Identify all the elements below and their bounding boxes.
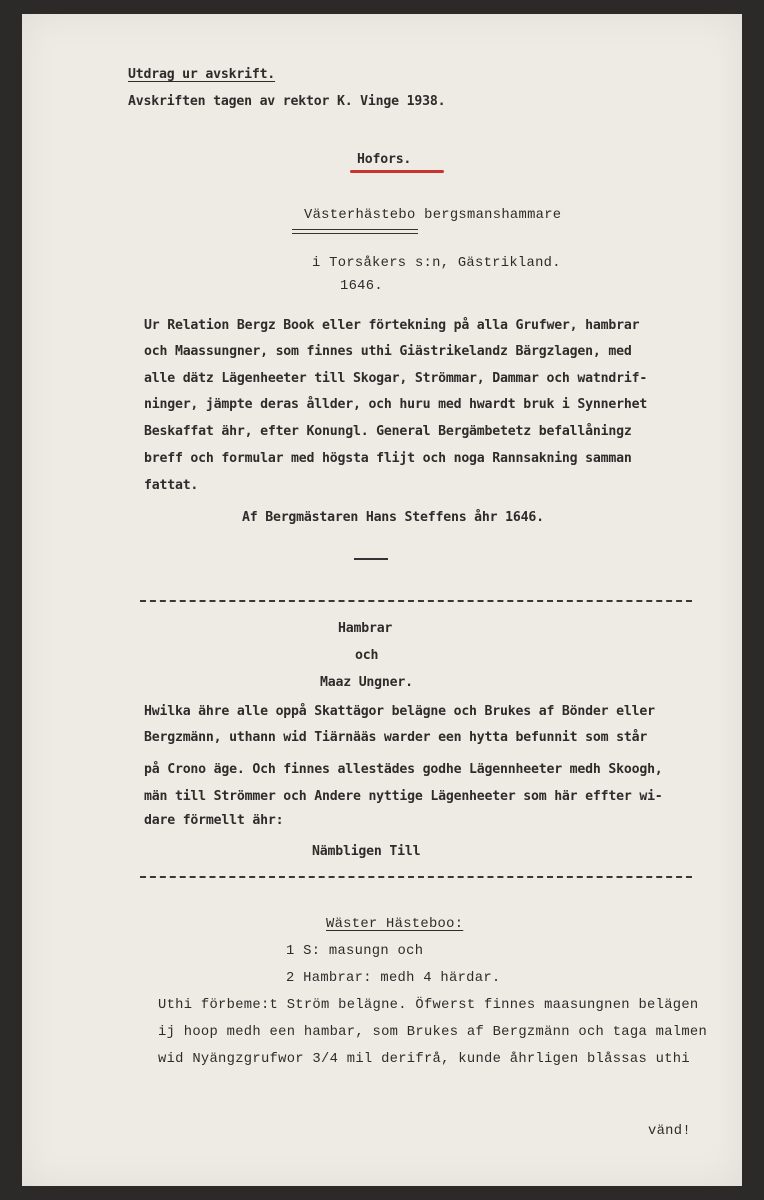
signature: Af Bergmästaren Hans Steffens åhr 1646. (242, 510, 544, 525)
header-title: Utdrag ur avskrift. (128, 67, 276, 82)
red-underline (350, 170, 444, 173)
doc-year: 1646. (340, 279, 383, 294)
turn-note: vänd! (648, 1124, 691, 1139)
intro-line: fattat. (144, 478, 199, 493)
place-title: Hofors. (357, 152, 412, 167)
section-line: Bergzmänn, uthann wid Tiärnääs warder een hytta befunnit som står (144, 730, 648, 745)
entry-line: wid Nyängzgrufwor 3/4 mil derifrå, kunde åhrligen blåssas uthi (158, 1052, 690, 1067)
dashed-separator (140, 600, 692, 602)
section-line: Hwilka ähre alle oppå Skattägor belägne och Brukes af Bönder eller (144, 704, 655, 719)
entry-line: ij hoop medh een hambar, som Brukes af Bergzmänn och taga malmen (158, 1025, 708, 1040)
section-line: dare förmellt ähr: (144, 813, 284, 828)
intro-line: Ur Relation Bergz Book eller förtekning på alla Grufwer, hambrar (144, 318, 640, 333)
section-heading: Maaz Ungner. (320, 675, 413, 690)
entry-item: 1 S: masungn och (286, 944, 424, 959)
intro-line: och Maassungner, som finnes uthi Giästrikelandz Bärgzlagen, med (144, 344, 632, 359)
entry-line: Uthi förbeme:t Ström belägne. Öfwerst finnes maasungnen belägen (158, 998, 699, 1013)
header-subtitle: Avskriften tagen av rektor K. Vinge 1938. (128, 94, 446, 109)
entry-title: Wäster Hästeboo: (326, 917, 464, 932)
double-underline (292, 229, 418, 234)
section-closing: Nämbligen Till (312, 844, 421, 859)
section-line: på Crono äge. Och finnes allestädes godhe Lägennheeter medh Skoogh, (144, 762, 663, 777)
doc-location: i Torsåkers s:n, Gästrikland. (312, 256, 561, 271)
section-line: män till Strömmer och Andere nyttige Lägenheeter som här effter wi- (144, 789, 663, 804)
dashed-separator (140, 876, 692, 878)
intro-line: alle dätz Lägenheeter till Skogar, Strömmar, Dammar och watndrif- (144, 371, 648, 386)
intro-line: breff och formular med högsta flijt och noga Rannsakning samman (144, 451, 632, 466)
section-heading: Hambrar (338, 621, 393, 636)
doc-heading: Västerhästebo bergsmanshammare (304, 208, 562, 223)
short-rule (354, 558, 388, 560)
intro-line: ninger, jämpte deras ållder, och huru med hwardt bruk i Synnerhet (144, 397, 648, 412)
intro-line: Beskaffat ähr, efter Konungl. General Bergämbetetz befallåningz (144, 424, 632, 439)
section-heading: och (355, 648, 379, 663)
entry-item: 2 Hambrar: medh 4 härdar. (286, 971, 501, 986)
